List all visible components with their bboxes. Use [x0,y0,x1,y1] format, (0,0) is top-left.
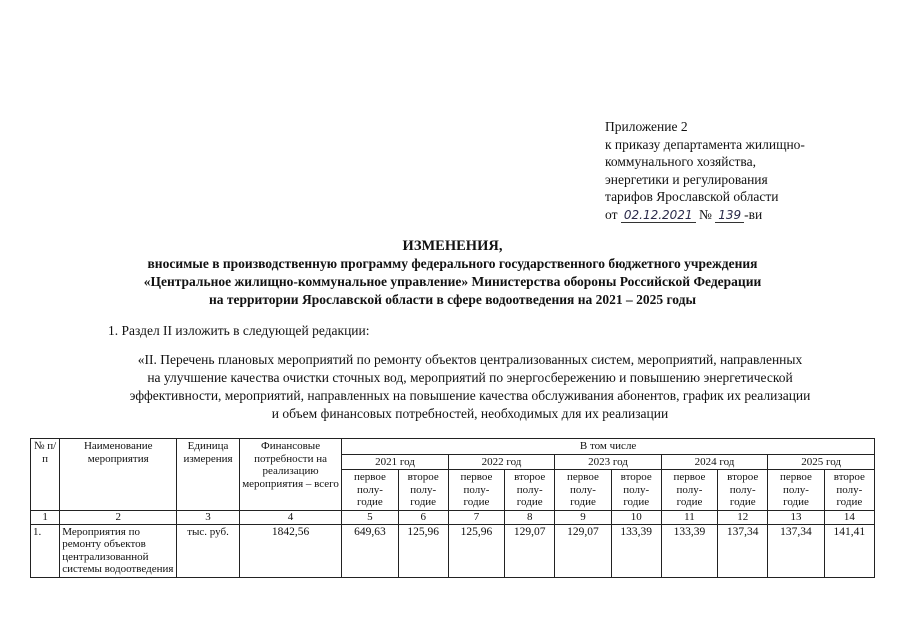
header-half-first: первое полу-годие [661,470,717,511]
header-half-second: второе полу-годие [824,470,874,511]
index-cell: 13 [768,510,824,524]
header-year: 2022 год [448,454,555,470]
header-year: 2025 год [768,454,875,470]
appendix-line: энергетики и регулирования [605,171,768,187]
header-half-second: второе полу-годие [505,470,555,511]
number-suffix: -ви [744,206,763,222]
header-half-second: второе полу-годие [718,470,768,511]
index-cell: 14 [824,510,874,524]
appendix-line: тарифов Ярославской области [605,189,779,205]
header-year: 2024 год [661,454,768,470]
index-cell: 7 [448,510,504,524]
appendix-line: к приказу департамента жилищно- [605,136,805,152]
appendix-header [605,118,885,224]
index-cell: 8 [505,510,555,524]
index-cell: 1 [31,510,60,524]
index-cell: 2 [60,510,177,524]
section-line: и объем финансовых потребностей, необходимых для их реализации [271,406,669,421]
table-row [31,524,875,577]
row-value: 137,34 [768,524,824,577]
header-finance: Финансовые потребности на реализацию мероприятия – всего [239,439,341,511]
row-value: 129,07 [555,524,611,577]
title-line: на территории Ярославской области в сфере водоотведения на 2021 – 2025 годы [209,292,696,307]
row-value: 133,39 [611,524,661,577]
row-value: 137,34 [718,524,768,577]
appendix-date-line [605,206,885,224]
row-value: 133,39 [661,524,717,577]
header-num: № п/п [31,439,60,511]
item-1: 1. Раздел II изложить в следующей редакции: [108,323,370,338]
section-line: на улучшение качества очистки сточных вод, мероприятий по энергосбережению и повышению энергетической [147,370,793,385]
title-main: ИЗМЕНЕНИЯ, [402,238,503,254]
row-value: 141,41 [824,524,874,577]
document-title [0,237,905,309]
order-date: 02.12.2021 [621,209,696,223]
row-name: Мероприятия по ремонту объектов централизованной системы водоотведения [60,524,177,577]
row-total: 1842,56 [239,524,341,577]
section-line: эффективности, мероприятий, направленных на повышение качества обслуживания абонентов, график их реализации [129,388,811,403]
row-value: 649,63 [342,524,398,577]
order-number: 139 [715,209,744,223]
index-row [31,510,875,524]
header-half-second: второе полу-годие [398,470,448,511]
number-sign: № [698,206,712,222]
index-cell: 10 [611,510,661,524]
index-cell: 4 [239,510,341,524]
row-num: 1. [31,524,60,577]
section-heading [60,351,880,423]
row-value: 129,07 [505,524,555,577]
index-cell: 9 [555,510,611,524]
header-half-first: первое полу-годие [342,470,398,511]
header-half-second: второе полу-годие [611,470,661,511]
header-including: В том числе [342,439,875,455]
index-cell: 11 [661,510,717,524]
header-half-first: первое полу-годие [555,470,611,511]
measures-table [30,438,875,578]
row-value: 125,96 [398,524,448,577]
header-name: Наименование мероприятия [60,439,177,511]
appendix-line: Приложение 2 [605,119,688,134]
row-value: 125,96 [448,524,504,577]
index-cell: 3 [177,510,240,524]
index-cell: 6 [398,510,448,524]
header-unit: Единица измерения [177,439,240,511]
row-unit: тыс. руб. [177,524,240,577]
title-line: вносимые в производственную программу федерального государственного бюджетного учреждения [147,256,758,271]
date-prefix: от [605,206,618,222]
appendix-line: коммунального хозяйства, [605,154,756,170]
header-year: 2021 год [342,454,449,470]
title-line: «Центральное жилищно-коммунальное управление» Министерства обороны Российской Федерации [143,274,762,289]
header-row [31,439,875,455]
header-half-first: первое полу-годие [768,470,824,511]
header-year: 2023 год [555,454,662,470]
section-line: «II. Перечень плановых мероприятий по ремонту объектов централизованных систем, мероприятий, направленных [137,352,803,367]
index-cell: 5 [342,510,398,524]
index-cell: 12 [718,510,768,524]
header-half-first: первое полу-годие [448,470,504,511]
